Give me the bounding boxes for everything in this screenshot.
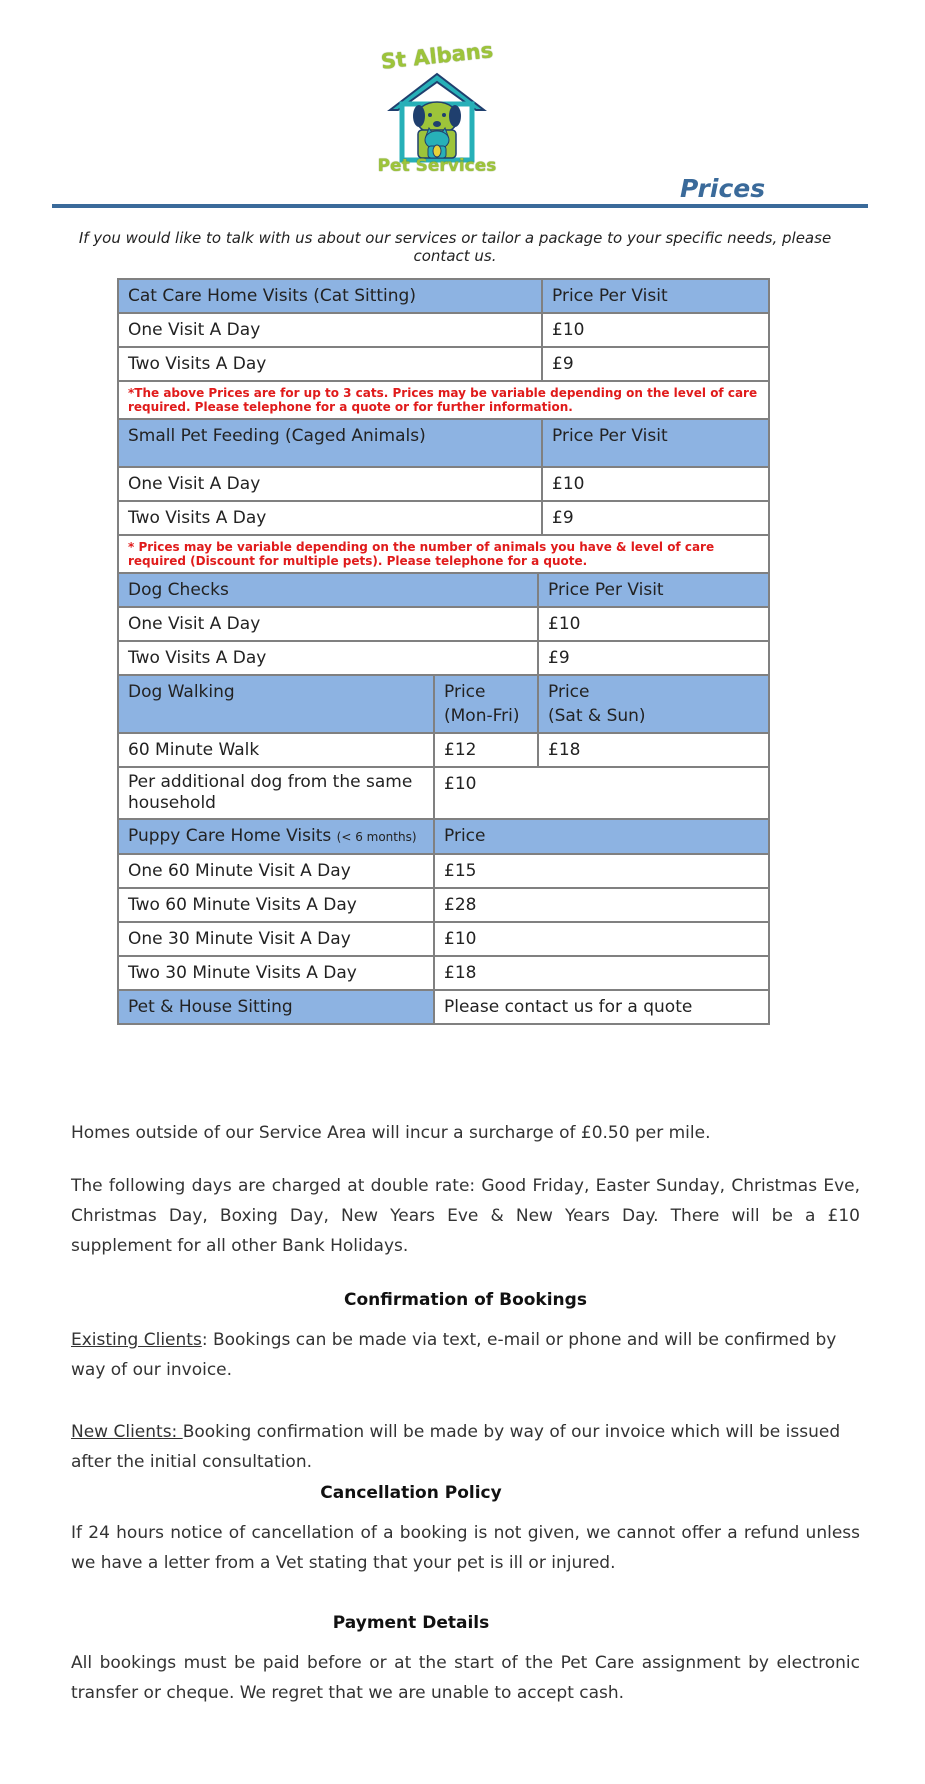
small-pet-header-row <box>118 419 769 467</box>
puppy-care-header-row <box>118 819 769 854</box>
row-label: One 60 Minute Visit A Day <box>118 854 434 888</box>
logo-top-text: St Albans <box>379 38 495 74</box>
table-row <box>118 501 769 535</box>
table-row <box>118 888 769 922</box>
table-row <box>118 854 769 888</box>
row-price: £15 <box>434 854 769 888</box>
table-row <box>118 607 769 641</box>
row-label: One 30 Minute Visit A Day <box>118 922 434 956</box>
weekday-header-line1: Price <box>444 682 486 702</box>
puppy-care-header-text: Puppy Care Home Visits <box>128 826 332 846</box>
row-label: Two 60 Minute Visits A Day <box>118 888 434 922</box>
house-sitting-price: Please contact us for a quote <box>434 990 769 1024</box>
puppy-care-header <box>118 819 434 854</box>
puppy-care-price-header: Price <box>434 819 769 854</box>
row-price: £9 <box>538 641 769 675</box>
dog-walking-header: Dog Walking <box>118 675 434 733</box>
row-price: £10 <box>542 313 769 347</box>
row-price-weekday: £12 <box>434 733 538 767</box>
logo <box>374 38 500 184</box>
cat-care-note: *The above Prices are for up to 3 cats. Prices may be variable depending on the level of care required. Please telephone for a quote or for further information. <box>118 381 769 419</box>
dog-walking-header-row <box>118 675 769 733</box>
table-row <box>118 733 769 767</box>
page-title: Prices <box>680 174 766 203</box>
row-label: One Visit A Day <box>118 607 538 641</box>
table-row <box>118 922 769 956</box>
title-divider <box>52 204 868 208</box>
row-price: £10 <box>538 607 769 641</box>
row-label: One Visit A Day <box>118 467 542 501</box>
small-pet-note: * Prices may be variable depending on the number of animals you have & level of care required (Discount for multiple pets). Please telephone for a quote. <box>118 535 769 573</box>
row-label: Two Visits A Day <box>118 501 542 535</box>
row-label: Two 30 Minute Visits A Day <box>118 956 434 990</box>
new-clients-text <box>71 1417 860 1477</box>
weekday-header-line2: (Mon-Fri) <box>444 706 520 726</box>
row-price: £28 <box>434 888 769 922</box>
row-price: £10 <box>434 922 769 956</box>
small-pet-price-header: Price Per Visit <box>542 419 769 467</box>
row-price: £9 <box>542 501 769 535</box>
existing-clients-text <box>71 1325 860 1385</box>
existing-clients-label: Existing Clients <box>71 1330 202 1350</box>
intro-text: If you would like to talk with us about our services or tailor a package to your specific needs, please contact us. <box>78 229 832 265</box>
new-clients-body: Booking confirmation will be made by way of our invoice which will be issued after the initial consultation. <box>71 1422 841 1472</box>
weekend-header-line2: (Sat & Sun) <box>548 706 646 726</box>
cat-care-note-row <box>118 381 769 419</box>
row-label: 60 Minute Walk <box>118 733 434 767</box>
cancellation-text: If 24 hours notice of cancellation of a booking is not given, we cannot offer a refund unless we have a letter from a Vet stating that your pet is ill or injured. <box>71 1523 860 1573</box>
dog-checks-price-header: Price Per Visit <box>538 573 769 607</box>
house-sitting-label: Pet & House Sitting <box>118 990 434 1024</box>
weekend-price-header <box>538 675 769 733</box>
puppy-care-age-note: (< 6 months) <box>336 830 417 844</box>
table-row <box>118 347 769 381</box>
cat-care-price-header: Price Per Visit <box>542 279 769 313</box>
table-row <box>118 767 769 819</box>
small-pet-header: Small Pet Feeding (Caged Animals) <box>118 419 542 467</box>
row-price: £10 <box>434 767 769 819</box>
table-row <box>118 467 769 501</box>
cat-care-header-row <box>118 279 769 313</box>
payment-text: All bookings must be paid before or at the start of the Pet Care assignment by electronic transfer or cheque. We regret that we are unable to accept cash. <box>71 1653 860 1703</box>
surcharge-text: Homes outside of our Service Area will incur a surcharge of £0.50 per mile. <box>71 1123 711 1143</box>
row-label: Per additional dog from the same household <box>118 767 434 819</box>
row-label: Two Visits A Day <box>118 641 538 675</box>
table-row <box>118 641 769 675</box>
dog-checks-header-row <box>118 573 769 607</box>
row-price: £18 <box>434 956 769 990</box>
new-clients-label: New Clients: <box>71 1422 183 1442</box>
price-table <box>117 278 770 1025</box>
table-row <box>118 956 769 990</box>
row-label: One Visit A Day <box>118 313 542 347</box>
row-price: £10 <box>542 467 769 501</box>
house-sitting-row <box>118 990 769 1024</box>
weekday-price-header <box>434 675 538 733</box>
logo-bottom-text: Pet Services <box>377 156 497 176</box>
small-pet-note-row <box>118 535 769 573</box>
cancellation-heading: Cancellation Policy <box>320 1483 502 1503</box>
confirmation-heading: Confirmation of Bookings <box>344 1290 587 1310</box>
double-rate-text: The following days are charged at double rate: Good Friday, Easter Sunday, Christmas Eve, Christmas Day, Boxing Day, New Years Eve & New Years Day. There will be a £10 supplement for all other Bank Holidays. <box>71 1176 860 1256</box>
weekend-header-line1: Price <box>548 682 590 702</box>
existing-clients-body: : Bookings can be made via text, e-mail or phone and will be confirmed by way of our invoice. <box>71 1330 837 1380</box>
row-label: Two Visits A Day <box>118 347 542 381</box>
cat-care-header: Cat Care Home Visits (Cat Sitting) <box>118 279 542 313</box>
dog-checks-header: Dog Checks <box>118 573 538 607</box>
row-price-weekend: £18 <box>538 733 769 767</box>
payment-heading: Payment Details <box>332 1613 490 1633</box>
row-price: £9 <box>542 347 769 381</box>
table-row <box>118 313 769 347</box>
